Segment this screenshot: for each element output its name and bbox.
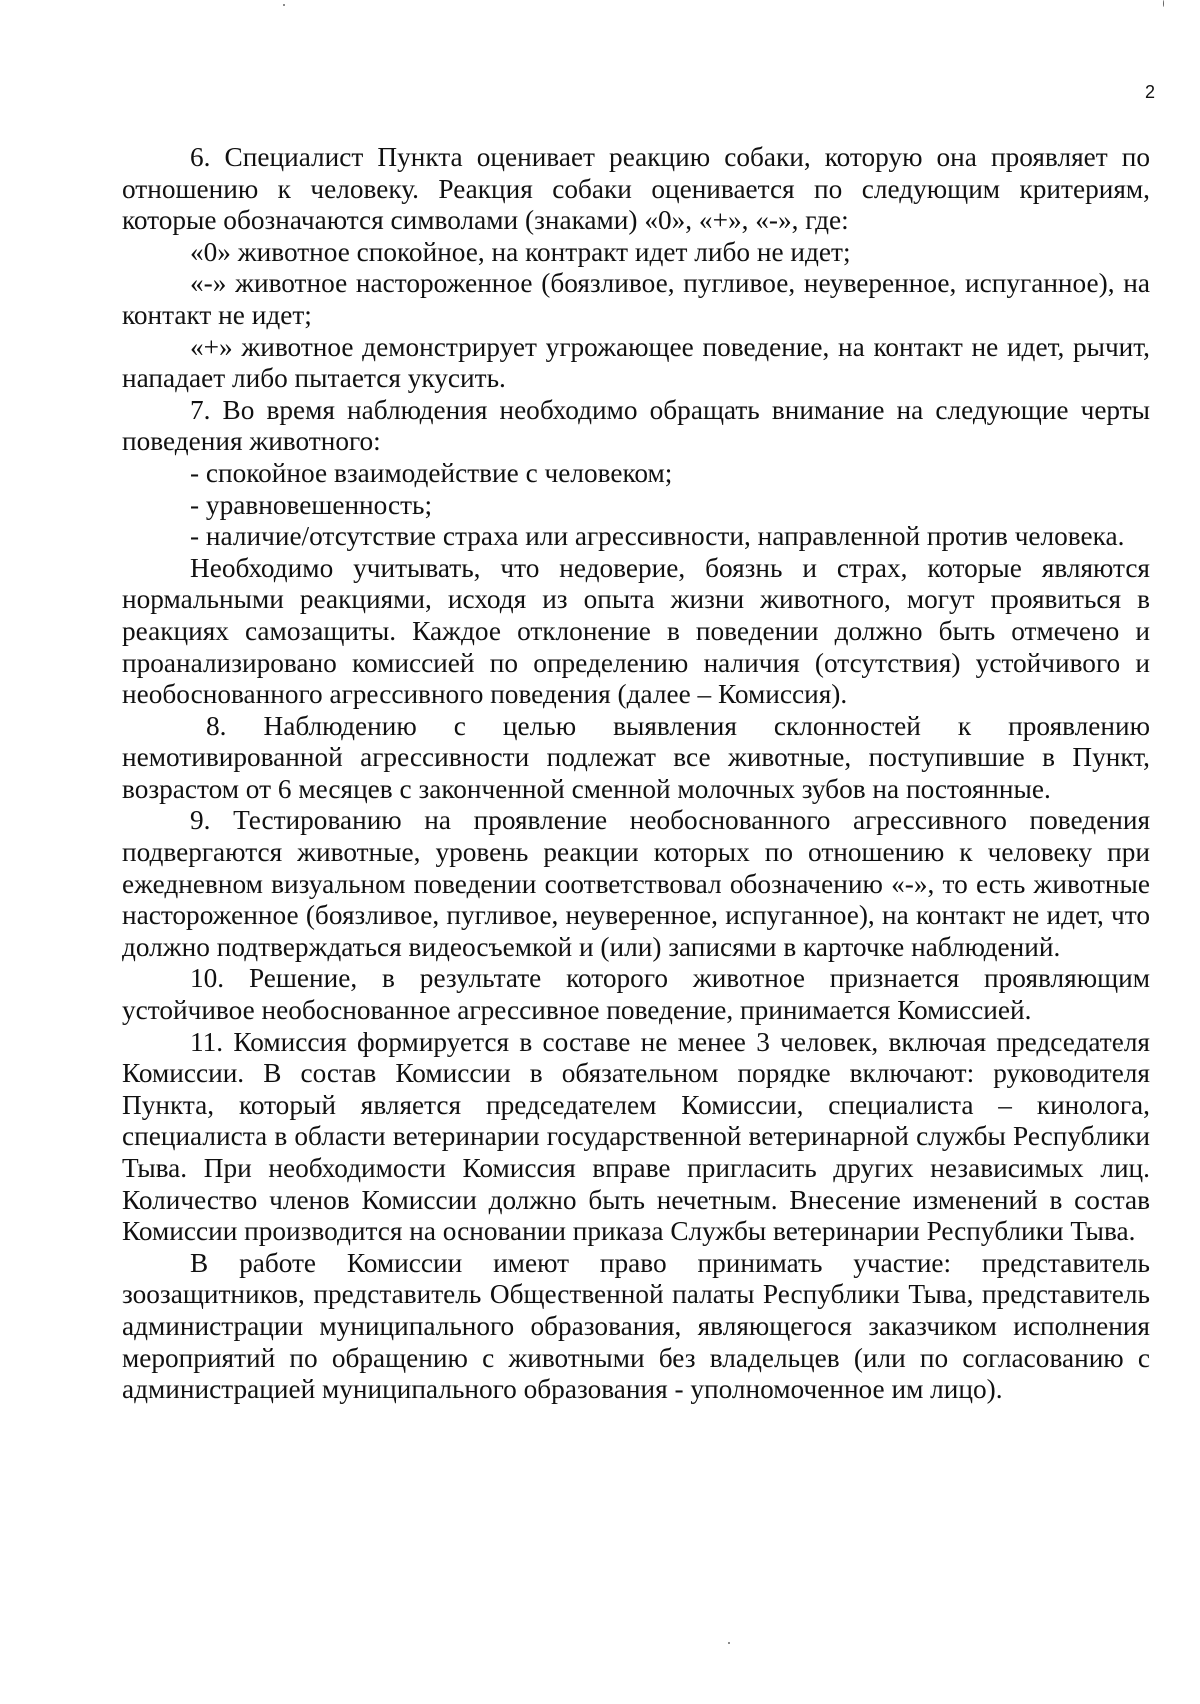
scan-speck: [283, 4, 285, 6]
paragraph-10: 10. Решение, в результате которого животное признается проявляющим устойчивое необоснованное агрессивное поведение, принимается Комиссией.: [122, 963, 1150, 1026]
document-body: [122, 142, 1150, 1406]
paragraph-7-note: Необходимо учитывать, что недоверие, боязнь и страх, которые являются нормальными реакциями, исходя из опыта жизни животного, могут проявиться в реакциях самозащиты. Каждое отклонение в поведении должно быть отмечено и проанализировано комиссией по определению наличия (отсутствия) устойчивого и необоснованного агрессивного поведения (далее – Комиссия).: [122, 552, 1150, 710]
scan-speck: [728, 1642, 730, 1644]
behavior-item: - уравновешенность;: [190, 489, 433, 520]
behavior-item: - наличие/отсутствие страха или агрессивности, направленной против человека.: [190, 521, 1125, 552]
paragraph-11-participants: В работе Комиссии имеют право принимать участие: представитель зоозащитников, представитель Общественной палаты Республики Тыва, представитель администрации муниципального образования, являющегося заказчиком исполнения мероприятий по обращению с животными без владельцев (или по согласованию с администрацией муниципального образования - уполномоченное им лицо).: [122, 1247, 1150, 1405]
paragraph-8: 8. Наблюдению с целью выявления склонностей к проявлению немотивированной агрессивности подлежат все животные, поступившие в Пункт, возрастом от 6 месяцев с законченной сменной молочных зубов на постоянные.: [122, 710, 1150, 804]
criterion-minus: «-» животное настороженное (боязливое, пугливое, неуверенное, испуганное), на контакт не идет;: [122, 268, 1150, 330]
behavior-item: - спокойное взаимодействие с человеком;: [190, 457, 673, 488]
paragraph-11: 11. Комиссия формируется в составе не менее 3 человек, включая председателя Комиссии. В состав Комиссии в обязательном порядке включают: руководителя Пункта, который является председателем Комиссии, специалиста – кинолога, специалиста в области ветеринарии государственной ветеринарной службы Республики Тыва. При необходимости Комиссия вправе пригласить других независимых лиц. Количество членов Комиссии должно быть нечетным. Внесение изменений в состав Комиссии производится на основании приказа Службы ветеринарии Республики Тыва.: [122, 1026, 1150, 1247]
paragraph-9: 9. Тестированию на проявление необоснованного агрессивного поведения подвергаются животные, уровень реакции которых по отношению к человеку при ежедневном визуальном поведении соответствовал обозначению «-», то есть животные настороженное (боязливое, пугливое, неуверенное, испуганное), на контакт не идет, что должно подтверждаться видеосъемкой и (или) записями в карточке наблюдений.: [122, 805, 1150, 962]
page-number: 2: [1144, 82, 1155, 102]
criterion-zero: «0» животное спокойное, на контракт идет либо не идет;: [190, 236, 851, 267]
paragraph-6: 6. Специалист Пункта оценивает реакцию собаки, которую она проявляет по отношению к человеку. Реакция собаки оценивается по следующим критериям, которые обозначаются символами (знаками) «0», «+», «-», где:: [122, 142, 1150, 236]
scan-speck: [1163, 0, 1164, 7]
criterion-plus: «+» животное демонстрирует угрожающее поведение, на контакт не идет, рычит, нападает либо пытается укусить.: [122, 331, 1150, 394]
paragraph-7: 7. Во время наблюдения необходимо обращать внимание на следующие черты поведения животного:: [122, 394, 1150, 457]
